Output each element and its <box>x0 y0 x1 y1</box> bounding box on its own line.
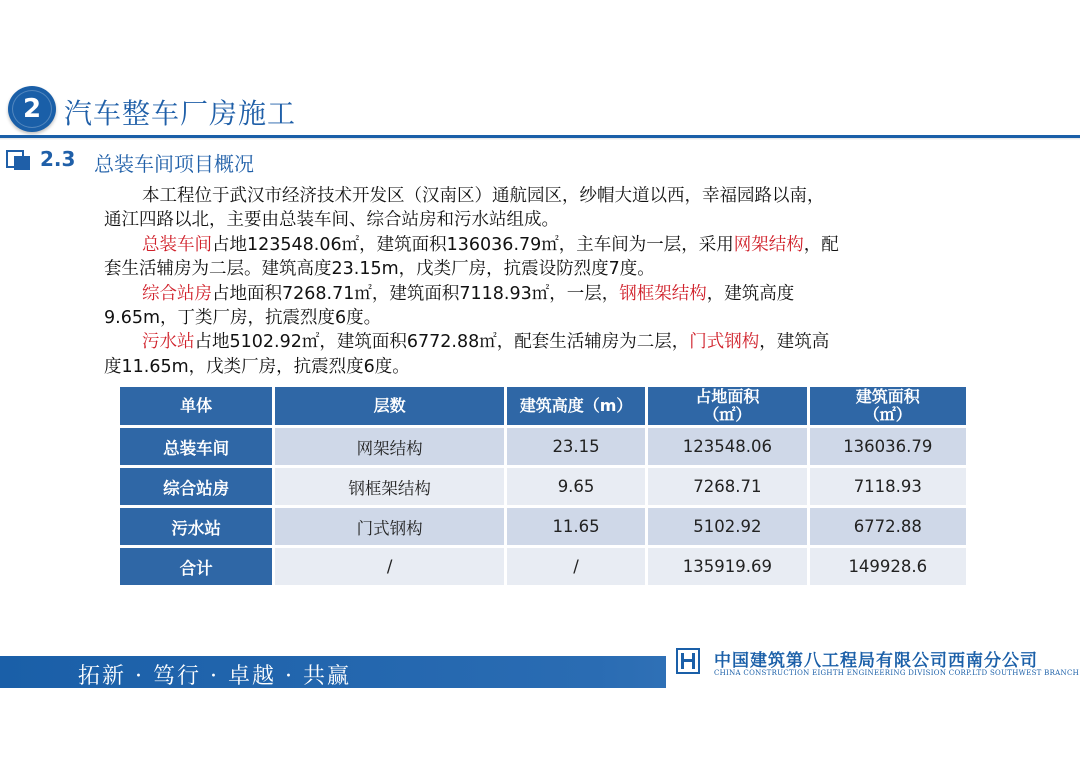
section-number: 2 <box>22 94 42 124</box>
subsection-number: 2.3 <box>40 147 76 171</box>
table-cell: 网架结构 <box>275 428 504 465</box>
project-overview-text <box>104 184 964 379</box>
table-cell: / <box>275 548 504 585</box>
row-header: 总装车间 <box>120 428 272 465</box>
table-cell: 9.65 <box>507 468 645 505</box>
table-cell: 11.65 <box>507 508 645 545</box>
paragraph-location: 本工程位于武汉市经济技术开发区（汉南区）通航园区，纱帽大道以西，幸福园路以南， <box>142 186 825 206</box>
subsection-title: 总装车间项目概况 <box>94 152 254 176</box>
footer-slogan: 拓新 · 笃行 · 卓越 · 共赢 <box>78 664 351 689</box>
table-cell: 149928.6 <box>810 548 966 585</box>
table-cell: 7118.93 <box>810 468 966 505</box>
highlight-portal-steel: 门式钢构 <box>689 332 760 353</box>
highlight-space-truss: 网架结构 <box>733 234 804 255</box>
row-header: 合计 <box>120 548 272 585</box>
table-cell: 钢框架结构 <box>275 468 504 505</box>
table-row-total <box>120 548 966 585</box>
table-cell: 23.15 <box>507 428 645 465</box>
table-cell: 5102.92 <box>648 508 806 545</box>
company-logo-icon <box>676 648 700 674</box>
paragraph-sewage-station-cont: 度11.65m，戊类厂房，抗震烈度6度。 <box>104 356 410 377</box>
column-header: 层数 <box>275 387 504 425</box>
highlight-sewage-station: 污水站 <box>142 332 195 353</box>
table-row <box>120 428 966 465</box>
column-header: 建筑高度（m） <box>507 387 645 425</box>
table-row <box>120 468 966 505</box>
paragraph-location-cont: 通江四路以北，主要由总装车间、综合站房和污水站组成。 <box>104 210 559 231</box>
company-name-cn: 中国建筑第八工程局有限公司西南分公司 <box>714 651 1038 671</box>
paragraph-assembly-workshop-cont: 套生活辅房为二层。建筑高度23.15m，戊类厂房，抗震设防烈度7度。 <box>104 259 655 280</box>
table-cell: 门式钢构 <box>275 508 504 545</box>
highlight-steel-frame: 钢框架结构 <box>619 283 707 304</box>
column-header: 单体 <box>120 387 272 425</box>
highlight-station-building: 综合站房 <box>142 283 212 304</box>
section-header <box>0 80 1080 140</box>
paragraph-station-building-cont: 9.65m，丁类厂房，抗震烈度6度。 <box>104 308 382 329</box>
section-divider-shadow <box>0 138 1080 140</box>
section-title: 汽车整车厂房施工 <box>64 97 297 130</box>
company-logo-block <box>666 642 1080 692</box>
table-cell: 136036.79 <box>810 428 966 465</box>
paragraph-sewage-station: 污水站占地5102.92㎡，建筑面积6772.88㎡，配套生活辅房为二层，门式钢构，建筑高 <box>142 332 830 353</box>
table-header-row <box>120 387 966 425</box>
building-summary-table <box>120 387 966 588</box>
column-header: 占地面积 （㎡） <box>648 387 806 425</box>
table-cell: 6772.88 <box>810 508 966 545</box>
table-cell: / <box>507 548 645 585</box>
subsection-square-icon <box>6 150 32 170</box>
table-row <box>120 508 966 545</box>
paragraph-assembly-workshop: 总装车间占地123548.06㎡，建筑面积136036.79㎡，主车间为一层，采用网架结构，配 <box>142 234 839 255</box>
row-header: 污水站 <box>120 508 272 545</box>
table-cell: 135919.69 <box>648 548 806 585</box>
paragraph-station-building: 综合站房占地面积7268.71㎡，建筑面积7118.93㎡，一层，钢框架结构，建筑高度 <box>142 283 795 304</box>
column-header: 建筑面积 （㎡） <box>810 387 966 425</box>
section-number-badge <box>8 86 56 132</box>
row-header: 综合站房 <box>120 468 272 505</box>
company-name-en: CHINA CONSTRUCTION EIGHTH ENGINEERING DIVISION CORP.LTD SOUTHWEST BRANCH <box>714 669 1080 677</box>
table-cell: 123548.06 <box>648 428 806 465</box>
highlight-assembly-workshop: 总装车间 <box>142 234 212 255</box>
table-cell: 7268.71 <box>648 468 806 505</box>
